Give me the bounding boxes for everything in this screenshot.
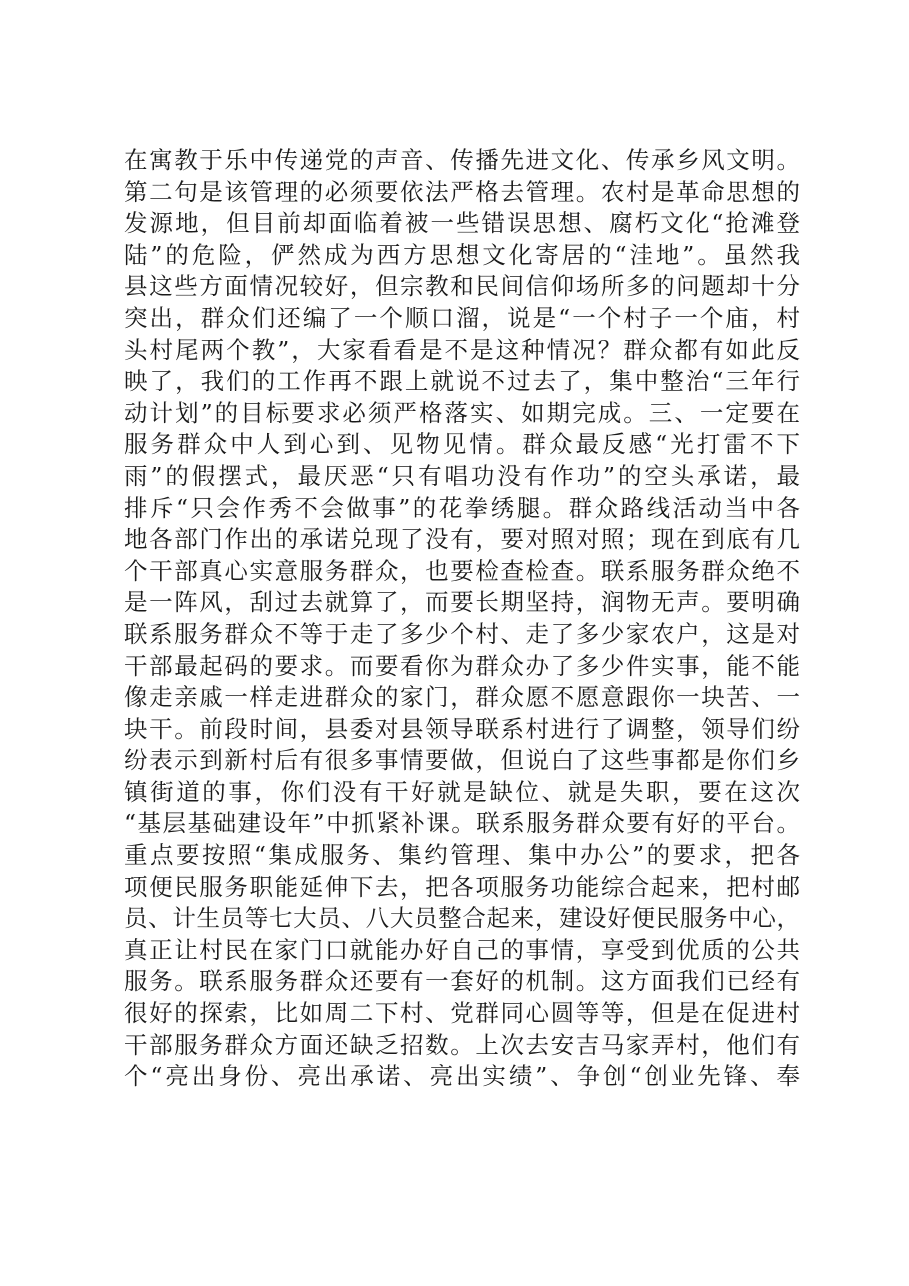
- text-line: 发源地，但目前却面临着被一些错误思想、腐朽文化“抢滩登: [124, 209, 800, 238]
- text-line: 项便民服务职能延伸下去，把各项服务功能综合起来，把村邮: [124, 872, 800, 901]
- text-line: 在寓教于乐中传递党的声音、传播先进文化、传承乡风文明。: [124, 146, 800, 174]
- text-line: 镇街道的事，你们没有干好就是缺位、就是失职，要在这次: [124, 777, 800, 806]
- text-line: 重点要按照“集成服务、集约管理、集中办公”的要求，把各: [124, 841, 800, 870]
- text-line: 地各部门作出的承诺兑现了没有，要对照对照；现在到底有几: [124, 525, 800, 554]
- text-line: 像走亲戚一样走进群众的家门，群众愿不愿意跟你一块苦、一: [124, 683, 800, 712]
- text-line: 头村尾两个教”，大家看看是不是这种情况？群众都有如此反: [124, 335, 800, 364]
- text-line: 是一阵风，刮过去就算了，而要长期坚持，润物无声。要明确: [124, 588, 800, 617]
- text-line: 服务。联系服务群众还要有一套好的机制。这方面我们已经有: [124, 967, 800, 996]
- body-text: [124, 145, 800, 1093]
- text-line: 干部最起码的要求。而要看你为群众办了多少件实事，能不能: [124, 651, 800, 680]
- text-line: 干部服务群众方面还缺乏招数。上次去安吉马家弄村，他们有: [124, 1030, 800, 1059]
- text-line: 真正让村民在家门口就能办好自己的事情，享受到优质的公共: [124, 935, 800, 964]
- text-line: 映了，我们的工作再不跟上就说不过去了，集中整治“三年行: [124, 367, 800, 396]
- text-line: 陆”的危险，俨然成为西方思想文化寄居的“洼地”。虽然我: [124, 240, 800, 269]
- text-line: 个干部真心实意服务群众，也要检查检查。联系服务群众绝不: [124, 556, 800, 585]
- text-line: 动计划”的目标要求必须严格落实、如期完成。三、一定要在: [124, 398, 800, 427]
- text-line: 纷表示到新村后有很多事情要做，但说白了这些事都是你们乡: [124, 746, 800, 775]
- text-line: 排斥“只会作秀不会做事”的花拳绣腿。群众路线活动当中各: [124, 493, 800, 522]
- text-line: 个“亮出身份、亮出承诺、亮出实绩”、争创“创业先锋、奉: [124, 1062, 800, 1091]
- text-line: 很好的探索，比如周二下村、党群同心圆等等，但是在促进村: [124, 999, 800, 1028]
- text-line: 雨”的假摆式，最厌恶“只有唱功没有作功”的空头承诺，最: [124, 461, 800, 490]
- text-line: “基层基础建设年”中抓紧补课。联系服务群众要有好的平台。: [124, 809, 800, 838]
- text-line: 县这些方面情况较好，但宗教和民间信仰场所多的问题却十分: [124, 272, 800, 301]
- text-line: 突出，群众们还编了一个顺口溜，说是“一个村子一个庙，村: [124, 303, 800, 332]
- text-line: 第二句是该管理的必须要依法严格去管理。农村是革命思想的: [124, 177, 800, 206]
- text-line: 联系服务群众不等于走了多少个村、走了多少家农户，这是对: [124, 619, 800, 648]
- text-line: 服务群众中人到心到、见物见情。群众最反感“光打雷不下: [124, 430, 800, 459]
- text-line: 块干。前段时间，县委对县领导联系村进行了调整，领导们纷: [124, 714, 800, 743]
- text-line: 员、计生员等七大员、八大员整合起来，建设好便民服务中心，: [124, 904, 800, 933]
